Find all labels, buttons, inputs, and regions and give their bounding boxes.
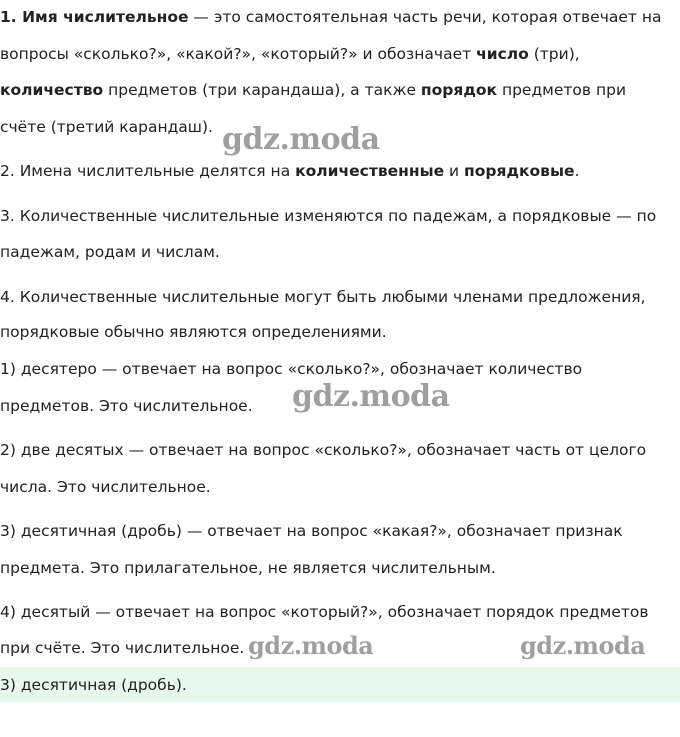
- theory-point-3-line-1: 3. Количественные числительные изменяются по падежам, а порядковые — по: [0, 207, 657, 225]
- term-ordinal: порядковые: [464, 162, 575, 180]
- answer-text: 3) десятичная (дробь).: [0, 676, 187, 694]
- option-3-line-2: предмета. Это прилагательное, не является числительным.: [0, 559, 496, 577]
- option-4-line-2: при счёте. Это числительное.: [0, 639, 245, 657]
- term-quantity: количество: [0, 81, 104, 99]
- option-2-line-2: числа. Это числительное.: [0, 478, 211, 496]
- theory-point-4-line-1: 4. Количественные числительные могут быть любыми членами предложения,: [0, 288, 646, 306]
- term-order: порядок: [420, 81, 498, 99]
- option-1-line-1: 1) десятеро — отвечает на вопрос «сколько?», обозначает количество: [0, 360, 583, 378]
- theory-line-2: вопросы «сколько?», «какой?», «который?» и обозначает число (три),: [0, 45, 580, 63]
- option-3-line-1: 3) десятичная (дробь) — отвечает на вопрос «какая?», обозначает признак: [0, 522, 623, 540]
- term-number-1: 1.: [0, 8, 23, 26]
- term-cardinal: количественные: [295, 162, 445, 180]
- answer-box: [0, 667, 680, 702]
- option-4-line-1: 4) десятый — отвечает на вопрос «который?», обозначает порядок предметов: [0, 603, 649, 621]
- option-2-line-1: 2) две десятых — отвечает на вопрос «сколько?», обозначает часть от целого: [0, 441, 647, 459]
- theory-line-4: счёте (третий карандаш).: [0, 118, 213, 136]
- theory-point-2: 2. Имена числительные делятся на количественные и порядковые.: [0, 162, 580, 180]
- term-numeral: Имя числительное: [22, 8, 189, 26]
- theory-point-4-line-2: порядковые обычно являются определениями.: [0, 323, 387, 341]
- theory-point-3-line-2: падежам, родам и числам.: [0, 243, 220, 261]
- watermark-logo: gdz.moda: [248, 631, 374, 660]
- theory-line-3: количество предметов (три карандаша), а также порядок предметов при: [0, 81, 627, 99]
- watermark-logo: gdz.moda: [292, 379, 450, 414]
- option-1-line-2: предметов. Это числительное.: [0, 397, 253, 415]
- term-number: число: [476, 45, 529, 63]
- watermark-logo: gdz.moda: [222, 122, 380, 157]
- theory-line-1: 1. Имя числительное — это самостоятельная часть речи, которая отвечает на: [0, 8, 662, 26]
- watermark-logo: gdz.moda: [520, 631, 646, 660]
